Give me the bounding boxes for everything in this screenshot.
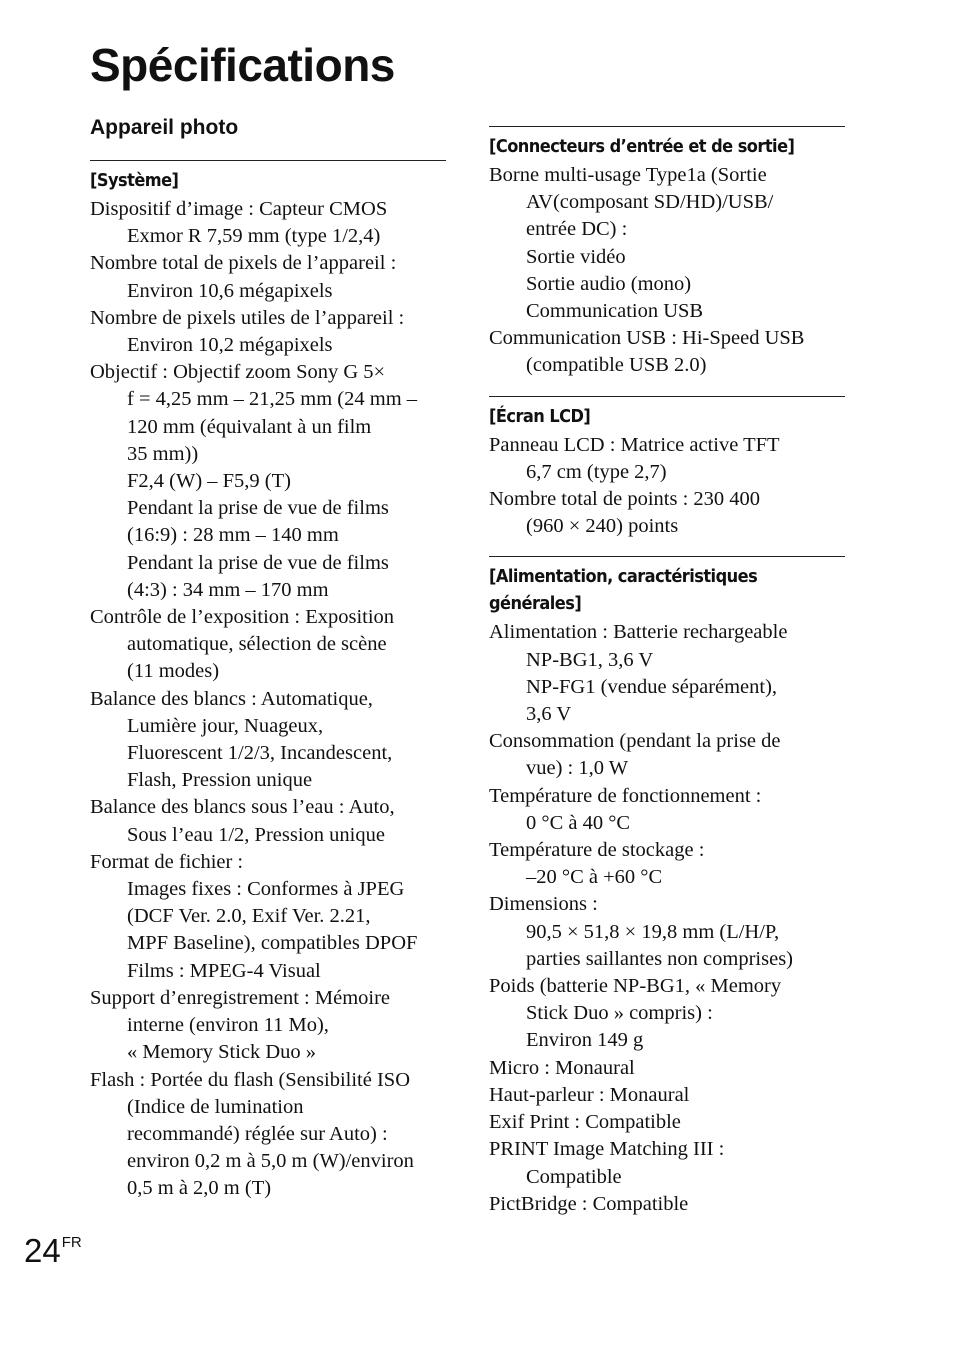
right-column (489, 126, 845, 1234)
spec-line: Nombre de pixels utiles de l’appareil : (90, 306, 405, 329)
spec-line: (4:3) : 34 mm – 170 mm (127, 578, 329, 601)
spec-entry (90, 359, 446, 604)
spec-entry (489, 1191, 845, 1218)
spec-entry (90, 604, 446, 686)
spec-line: Pendant la prise de vue de films (127, 497, 389, 520)
page-title: Spécifications (90, 39, 395, 91)
spec-entry (489, 1082, 845, 1109)
spec-line: Environ 10,6 mégapixels (127, 279, 333, 302)
spec-line: (11 modes) (127, 660, 220, 683)
spec-line: 35 mm)) (127, 442, 199, 465)
spec-entry (489, 837, 845, 891)
spec-line: Température de stockage : (489, 839, 705, 862)
spec-line: entrée DC) : (526, 218, 628, 241)
spec-line: Micro : Monaural (489, 1056, 635, 1079)
spec-line: Objectif : Objectif zoom Sony G 5× (90, 361, 386, 384)
section-title (489, 563, 809, 617)
spec-line: parties saillantes non comprises) (526, 947, 794, 970)
spec-section (489, 126, 845, 380)
page-number-value: 24 (24, 1232, 61, 1269)
spec-line: Exmor R 7,59 mm (type 1/2,4) (127, 225, 381, 248)
spec-line: Sortie audio (mono) (526, 272, 692, 295)
section-title-text: [Système] (90, 170, 179, 191)
spec-line: Films : MPEG-4 Visual (127, 959, 321, 982)
spec-line: Exif Print : Compatible (489, 1111, 681, 1134)
spec-line: Haut-parleur : Monaural (489, 1083, 690, 1106)
page-number (24, 1232, 82, 1270)
spec-entry (90, 196, 446, 250)
spec-line: –20 °C à +60 °C (526, 866, 663, 889)
spec-line: Lumière jour, Nuageux, (127, 714, 324, 737)
spec-line: AV(composant SD/HD)/USB/ (526, 191, 774, 214)
spec-entry (489, 486, 845, 540)
spec-line: F2,4 (W) – F5,9 (T) (127, 470, 291, 493)
section-title-text: [Connecteurs d’entrée et de sortie] (489, 136, 795, 157)
spec-line: Contrôle de l’exposition : Exposition (90, 606, 395, 629)
spec-entry (489, 432, 845, 486)
spec-line: Format de fichier : (90, 850, 244, 873)
spec-entry (489, 1109, 845, 1136)
spec-line: Dispositif d’image : Capteur CMOS (90, 198, 388, 220)
spec-line: Flash : Portée du flash (Sensibilité ISO (90, 1068, 411, 1091)
spec-entry (489, 973, 845, 1055)
spec-line: Compatible (526, 1165, 622, 1188)
spec-line: Communication USB (526, 300, 704, 323)
spec-line: Température de fonctionnement : (489, 784, 762, 807)
section-title-text: [Écran LCD] (489, 405, 591, 427)
spec-section (90, 160, 446, 1203)
spec-line: Stick Duo » compris) : (526, 1002, 713, 1025)
spec-entry (90, 305, 446, 359)
spec-entry (489, 325, 845, 379)
spec-line: Environ 149 g (526, 1029, 644, 1052)
spec-line: f = 4,25 mm – 21,25 mm (24 mm – (127, 388, 418, 411)
spec-line: 90,5 × 51,8 × 19,8 mm (L/H/P, (526, 920, 780, 943)
spec-entry (489, 783, 845, 837)
section-title-text: [Alimentation, caractéristiques (489, 566, 758, 588)
spec-line: Nombre total de points : 230 400 (489, 488, 761, 511)
spec-line: Pendant la prise de vue de films (127, 551, 389, 574)
spec-line: 0 °C à 40 °C (526, 811, 631, 834)
spec-line: Alimentation : Batterie rechargeable (489, 621, 788, 644)
spec-line: Nombre total de pixels de l’appareil : (90, 252, 397, 275)
spec-line: Images fixes : Conformes à JPEG (127, 878, 405, 901)
spec-line: (16:9) : 28 mm – 140 mm (127, 524, 339, 547)
spec-line: 3,6 V (526, 703, 572, 726)
spec-line: Sortie vidéo (526, 245, 626, 268)
spec-line: interne (environ 11 Mo), (127, 1014, 329, 1037)
section-title (489, 133, 809, 160)
spec-entry (489, 162, 845, 325)
spec-line: 0,5 m à 2,0 m (T) (127, 1177, 272, 1200)
spec-entry (90, 985, 446, 1067)
spec-entry (489, 619, 845, 728)
left-column (90, 116, 446, 1219)
spec-entry (90, 849, 446, 985)
spec-line: NP-BG1, 3,6 V (526, 648, 654, 671)
spec-line: (Indice de lumination (127, 1095, 304, 1118)
spec-line: Fluorescent 1/2/3, Incandescent, (127, 742, 393, 765)
spec-line: Environ 10,2 mégapixels (127, 334, 333, 357)
spec-entry (90, 794, 446, 848)
spec-line: Poids (batterie NP-BG1, « Memory (489, 975, 782, 998)
spec-line: MPF Baseline), compatibles DPOF (127, 932, 418, 955)
section-title (90, 167, 410, 194)
spec-entry (90, 250, 446, 304)
spec-line: Sous l’eau 1/2, Pression unique (127, 823, 385, 846)
spec-section (489, 396, 845, 541)
spec-line: Consommation (pendant la prise de (489, 730, 781, 753)
spec-line: Communication USB : Hi-Speed USB (489, 327, 805, 350)
spec-line: vue) : 1,0 W (526, 757, 629, 780)
spec-line: « Memory Stick Duo » (127, 1041, 317, 1064)
spec-line: PictBridge : Compatible (489, 1192, 689, 1215)
spec-entry (90, 686, 446, 795)
spec-line: PRINT Image Matching III : (489, 1138, 725, 1161)
spec-line: (compatible USB 2.0) (526, 354, 707, 377)
spec-line: recommandé) réglée sur Auto) : (127, 1122, 388, 1145)
spec-section (489, 556, 845, 1217)
subtitle: Appareil photo (90, 116, 239, 139)
spec-line: (960 × 240) points (526, 515, 679, 538)
spec-line: Balance des blancs : Automatique, (90, 687, 373, 710)
spec-line: Dimensions : (489, 893, 598, 916)
spec-line: automatique, sélection de scène (127, 633, 387, 656)
spec-line: Panneau LCD : Matrice active TFT (489, 433, 780, 456)
spec-line: environ 0,2 m à 5,0 m (W)/environ (127, 1150, 414, 1173)
spec-line: Flash, Pression unique (127, 769, 313, 792)
spec-entry (489, 728, 845, 782)
spec-entry (489, 1136, 845, 1190)
spec-line: 6,7 cm (type 2,7) (526, 460, 667, 483)
section-title-text-line2: générales] (489, 593, 582, 615)
spec-entry (90, 1067, 446, 1203)
spec-entry (489, 891, 845, 973)
spec-line: Balance des blancs sous l’eau : Auto, (90, 796, 395, 819)
spec-line: NP-FG1 (vendue séparément), (526, 675, 778, 698)
spec-line: 120 mm (équivalant à un film (127, 415, 372, 438)
spec-line: Support d’enregistrement : Mémoire (90, 986, 391, 1009)
spec-line: Borne multi-usage Type1a (Sortie (489, 164, 767, 186)
page-number-suffix: FR (61, 1234, 82, 1251)
section-title (489, 403, 809, 430)
spec-line: (DCF Ver. 2.0, Exif Ver. 2.21, (127, 905, 371, 928)
spec-entry (489, 1055, 845, 1082)
